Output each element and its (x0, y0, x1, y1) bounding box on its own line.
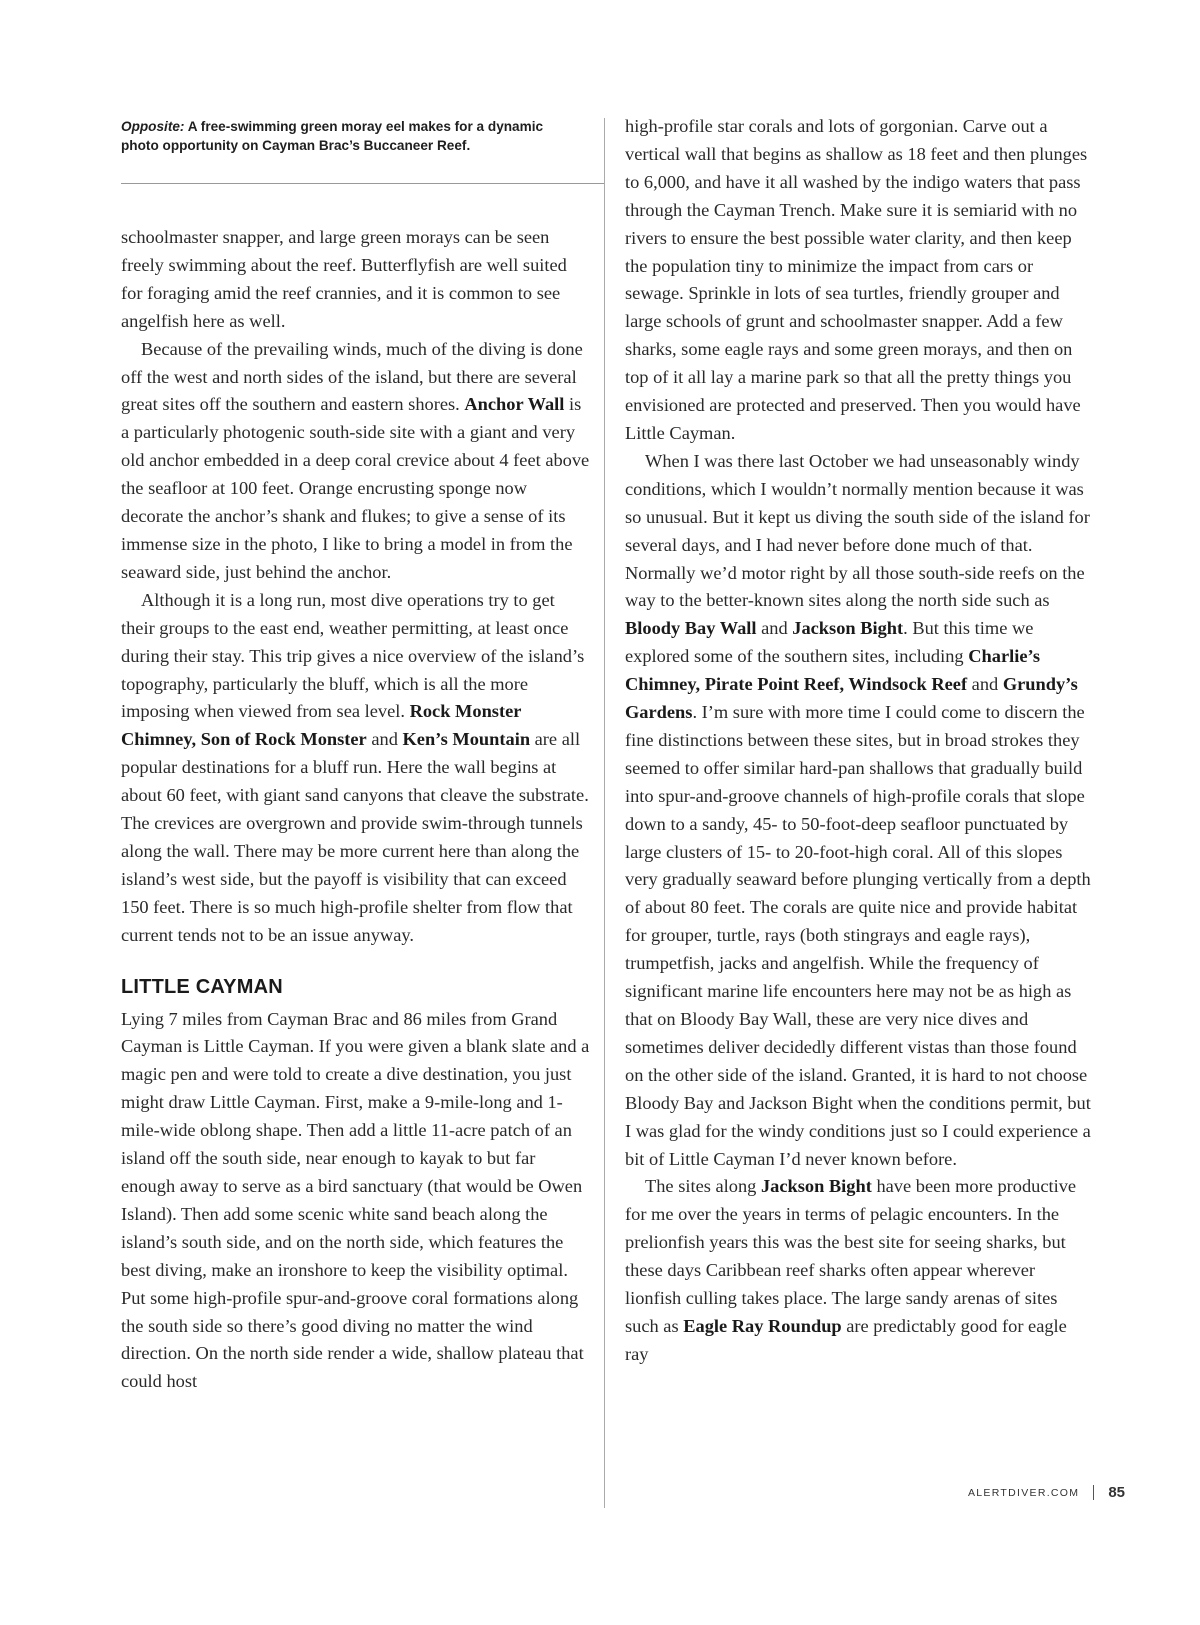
photo-caption (121, 117, 571, 155)
site-name: Charlie’s Chimney, Pirate Point Reef, Windsock Reef (625, 646, 1041, 695)
site-name: Jackson Bight (792, 618, 904, 639)
page-footer (968, 1484, 1125, 1501)
site-name: Ken’s Mountain (402, 729, 531, 750)
left-column (121, 224, 591, 1396)
page-number: 85 (1108, 1484, 1125, 1501)
left-paragraph-1: schoolmaster snapper, and large green morays can be seen freely swimming about the reef. Butterflyfish are well suited for foraging amid the reef crannies, and it is common to see angelfish here as well. (121, 227, 567, 331)
site-name: Jackson Bight (760, 1176, 872, 1197)
site-name: Anchor Wall (464, 394, 565, 415)
left-paragraph-4: Lying 7 miles from Cayman Brac and 86 miles from Grand Cayman is Little Cayman. If you were given a blank slate and a magic pen and were told to create a dive destination, you just might draw Little Cayman. First, make a 9-mile-long and 1-mile-wide oblong shape. Then add a little 11-acre patch of an island off the south side, near enough to kayak to but far enough away to serve as a bird sanctuary (that would be Owen Island). Then add some scenic white sand beach along the island’s south side, and on the north side, which features the best diving, make an ironshore to keep the visibility optimal. Put some high-profile spur-and-groove coral formations along the south side so there’s good diving no matter the wind direction. On the north side render a wide, shallow plateau that could host (121, 1008, 590, 1392)
right-paragraph-3: The sites along Jackson Bight have been more productive for me over the years in terms of pelagic encounters. In the prelionfish years this was the best site for seeing sharks, but these days Caribbean reef sharks often appear wherever lionfish culling takes place. The large sandy arenas of sites such as Eagle Ray Roundup are predictably good for eagle ray (625, 1176, 1077, 1364)
site-name: Eagle Ray Roundup (683, 1315, 842, 1336)
left-paragraph-2: Because of the prevailing winds, much of the diving is done off the west and north sides of the island, but there are several great sites off the southern and eastern shores. Anchor Wall is a particularly photogenic south-side site with a giant and very old anchor embedded in a deep coral crevice about 4 feet above the seafloor at 100 feet. Orange encrusting sponge now decorate the anchor’s shank and flukes; to give a sense of its immense size in the photo, I like to bring a model in from the seaward side, just behind the anchor. (121, 338, 590, 582)
section-heading: LITTLE CAYMAN (121, 975, 283, 998)
caption-lead: Opposite: (121, 119, 185, 134)
right-paragraph-2: When I was there last October we had unseasonably windy conditions, which I wouldn’t normally mention because it was so unusual. But it kept us diving the south side of the island for several days, and I had never before done much of that. Normally we’d motor right by all those south-side reefs on the way to the better-known sites along the north side such as Bloody Bay Wall and Jackson Bight. But this time we explored some of the southern sites, including Charlie’s Chimney, Pirate Point Reef, Windsock Reef and Grundy’s Gardens. I’m sure with more time I could come to discern the fine distinctions between these sites, but in broad strokes they seemed to offer similar hard-pan shallows that gradually build into spur-and-groove channels of high-profile corals that slope down to a sandy, 45- to 50-foot-deep seafloor punctuated by large clusters of 15- to 20-foot-high coral. All of this slopes very gradually seaward before plunging vertically from a depth of about 80 feet. The corals are quite nice and provide habitat for grouper, turtle, rays (both stingrays and eagle rays), trumpetfish, jacks and angelfish. While the frequency of significant marine life encounters here may not be as high as that on Bloody Bay Wall, these are very nice dives and sometimes deliver decidedly different vistas than those found on the other side of the island. Granted, it is hard to not choose Bloody Bay and Jackson Bight when the conditions permit, but I was glad for the windy conditions just so I could experience a bit of Little Cayman I’d never known before. (625, 450, 1091, 1169)
right-paragraph-1: high-profile star corals and lots of gorgonian. Carve out a vertical wall that begins as shallow as 18 feet and then plunges to 6,000, and have it all washed by the indigo waters that pass through the Cayman Trench. Make sure it is semiarid with no rivers to ensure the best possible water clarity, and then keep the population tiny to minimize the impact from cars or sewage. Sprinkle in lots of sea turtles, friendly grouper and large schools of grunt and schoolmaster snapper. Add a few sharks, some eagle rays and some green morays, and then on top of it all lay a marine park so that all the pretty things you envisioned are protected and preserved. Then you would have Little Cayman. (625, 116, 1088, 443)
site-name: Grundy’s Gardens (625, 674, 1078, 723)
site-name: Bloody Bay Wall (625, 618, 757, 639)
left-paragraph-3: Although it is a long run, most dive operations try to get their groups to the east end, weather permitting, at least once during their stay. This trip gives a nice overview of the island’s topography, particularly the bluff, which is all the more imposing when viewed from sea level. Rock Monster Chimney, Son of Rock Monster and Ken’s Mountain are all popular destinations for a bluff run. Here the wall begins at about 60 feet, with giant sand canyons that cleave the substrate. The crevices are overgrown and provide swim-through tunnels along the wall. There may be more current here than along the island’s west side, but the payoff is visibility that can exceed 150 feet. There is so much high-profile shelter from flow that current tends not to be an issue anyway. (121, 589, 589, 945)
footer-separator (1093, 1485, 1094, 1500)
footer-site[interactable]: ALERTDIVER.COM (967, 1486, 1080, 1499)
column-divider (604, 118, 605, 1508)
site-name: Rock Monster Chimney, Son of Rock Monster (121, 701, 522, 750)
caption-divider (121, 183, 604, 184)
right-column (625, 113, 1093, 1369)
caption-text: A free-swimming green moray eel makes for a dynamic photo opportunity on Cayman Brac’s Buccaneer Reef. (121, 119, 544, 153)
